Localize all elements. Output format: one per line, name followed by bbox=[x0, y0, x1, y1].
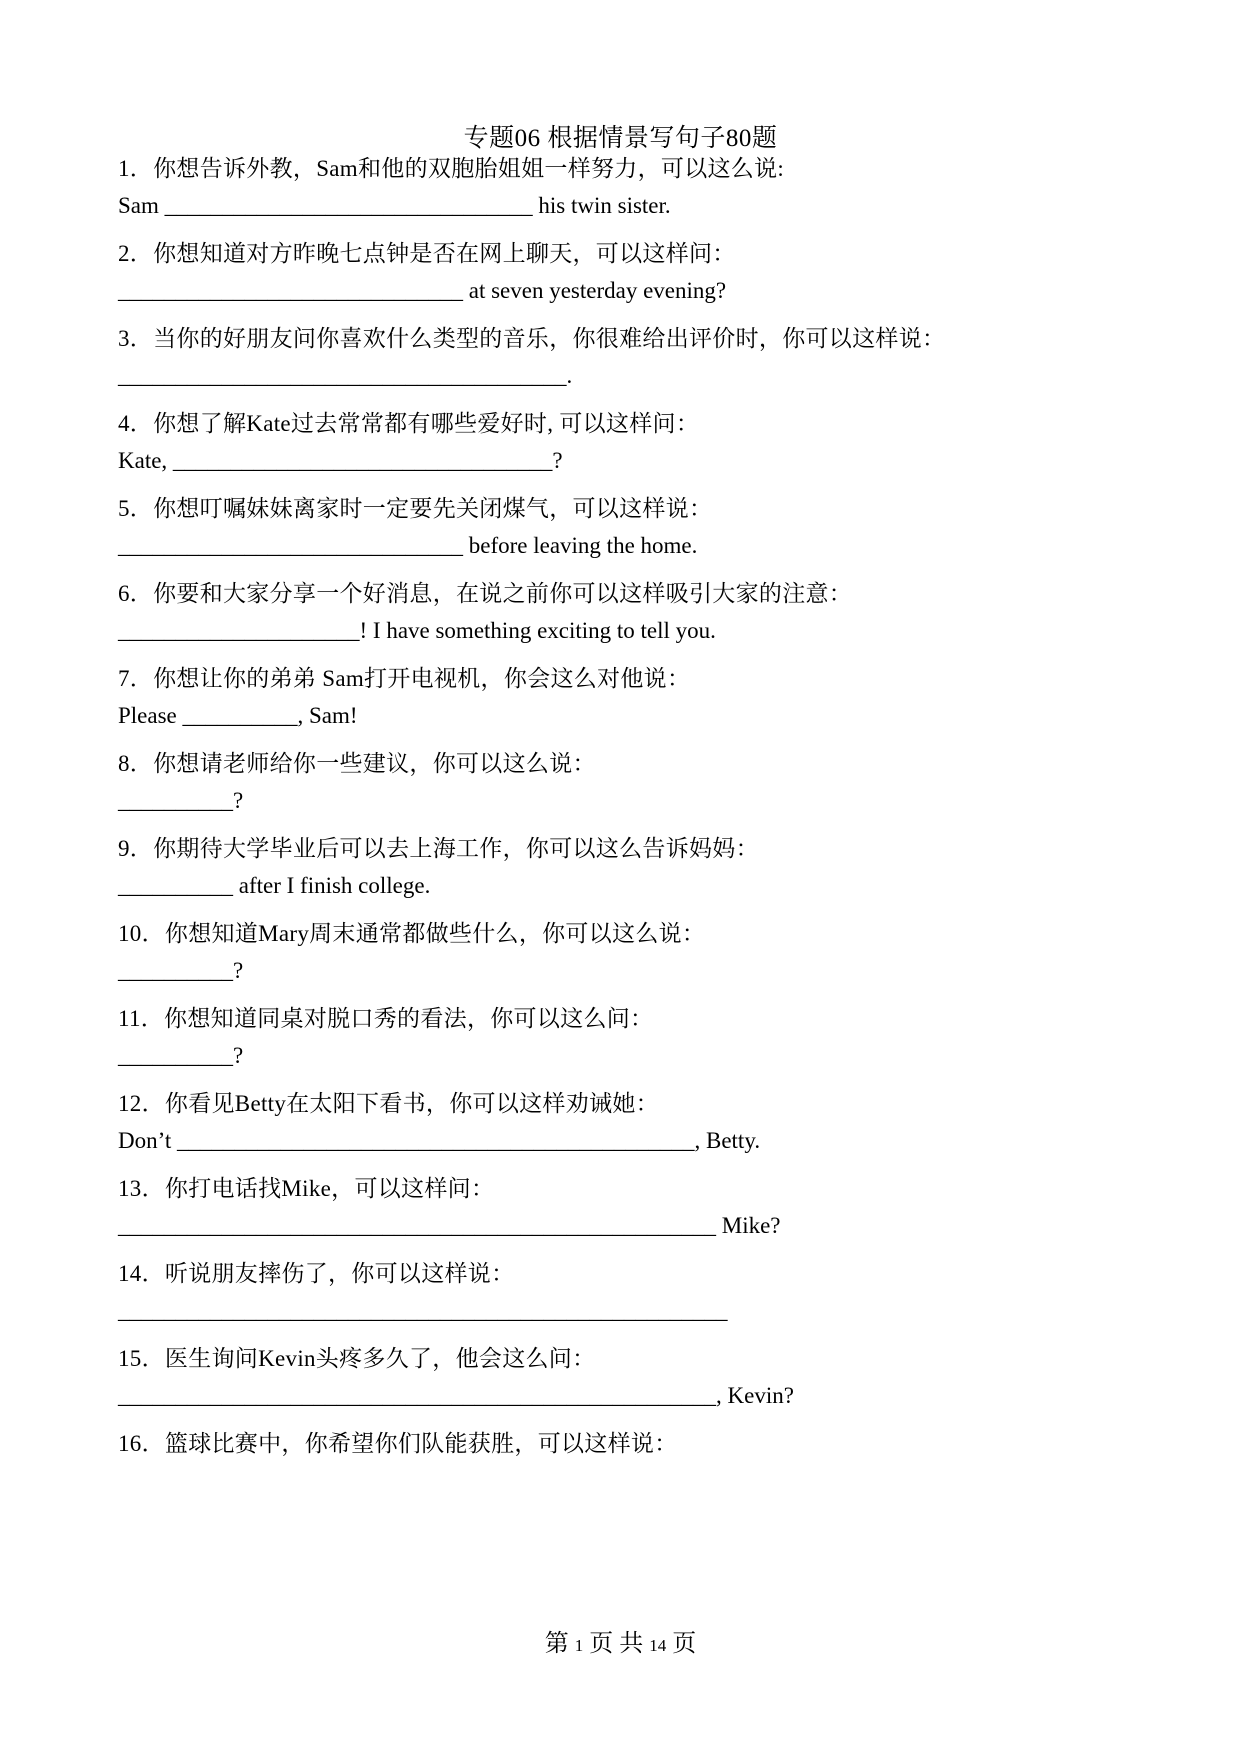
question-5: 5．你想叮嘱妹妹离家时一定要先关闭煤气，可以这样说： bbox=[118, 496, 713, 521]
answer-2: ______________________________ at seven yesterday evening? bbox=[118, 278, 727, 303]
answer-14: _____________________________________________________ bbox=[118, 1298, 728, 1323]
question-16: 16．篮球比赛中，你希望你们队能获胜，可以这样说： bbox=[118, 1431, 678, 1456]
answer-13: ____________________________________________________ Mike? bbox=[118, 1213, 781, 1238]
question-11: 11．你想知道同桌对脱口秀的看法，你可以这么问： bbox=[118, 1006, 654, 1031]
answer-8: __________? bbox=[118, 788, 244, 813]
footer-prefix: 第 bbox=[544, 1631, 569, 1657]
question-6: 6．你要和大家分享一个好消息，在说之前你可以这样吸引大家的注意： bbox=[118, 581, 853, 606]
answer-15: ____________________________________________________, Kevin? bbox=[118, 1383, 794, 1408]
question-14: 14．听说朋友摔伤了，你可以这样说： bbox=[118, 1261, 515, 1286]
answer-6: _____________________! I have something exciting to tell you. bbox=[118, 618, 716, 643]
page-footer bbox=[0, 1623, 1241, 1658]
answer-4: Kate, _________________________________? bbox=[118, 448, 563, 473]
answer-11: __________? bbox=[118, 1043, 244, 1068]
question-15: 15．医生询问Kevin头疼多久了，他会这么问： bbox=[118, 1346, 596, 1371]
question-2: 2．你想知道对方昨晚七点钟是否在网上聊天，可以这样问： bbox=[118, 241, 736, 266]
answer-5: ______________________________ before leaving the home. bbox=[118, 533, 698, 558]
question-4: 4．你想了解Kate过去常常都有哪些爱好时, 可以这样问： bbox=[118, 411, 700, 436]
answer-3: _______________________________________. bbox=[118, 363, 573, 388]
question-1: 1．你想告诉外教，Sam和他的双胞胎姐姐一样努力，可以这么说: bbox=[118, 156, 785, 181]
question-12: 12．你看见Betty在太阳下看书，你可以这样劝诫她： bbox=[118, 1091, 659, 1116]
footer-total-pages: 14 bbox=[649, 1636, 667, 1655]
answer-7: Please __________, Sam! bbox=[118, 703, 358, 728]
question-8: 8．你想请老师给你一些建议，你可以这么说： bbox=[118, 751, 596, 776]
question-13: 13．你打电话找Mike，可以这样问： bbox=[118, 1176, 495, 1201]
question-9: 9．你期待大学毕业后可以去上海工作，你可以这么告诉妈妈： bbox=[118, 836, 759, 861]
question-7: 7．你想让你的弟弟 Sam打开电视机，你会这么对他说： bbox=[118, 666, 691, 691]
question-10: 10．你想知道Mary周末通常都做些什么，你可以这么说： bbox=[118, 921, 706, 946]
footer-page-number: 1 bbox=[574, 1636, 584, 1655]
answer-12: Don’t _____________________________________________, Betty. bbox=[118, 1128, 761, 1153]
answer-9: __________ after I finish college. bbox=[118, 873, 431, 898]
footer-middle: 页 共 bbox=[589, 1631, 644, 1657]
footer-suffix: 页 bbox=[672, 1631, 697, 1657]
page-title: 专题06 根据情景写句子80题 bbox=[463, 125, 778, 152]
question-3: 3．当你的好朋友问你喜欢什么类型的音乐，你很难给出评价时，你可以这样说： bbox=[118, 326, 946, 351]
answer-10: __________? bbox=[118, 958, 244, 983]
answer-1: Sam ________________________________ his twin sister. bbox=[118, 193, 671, 218]
